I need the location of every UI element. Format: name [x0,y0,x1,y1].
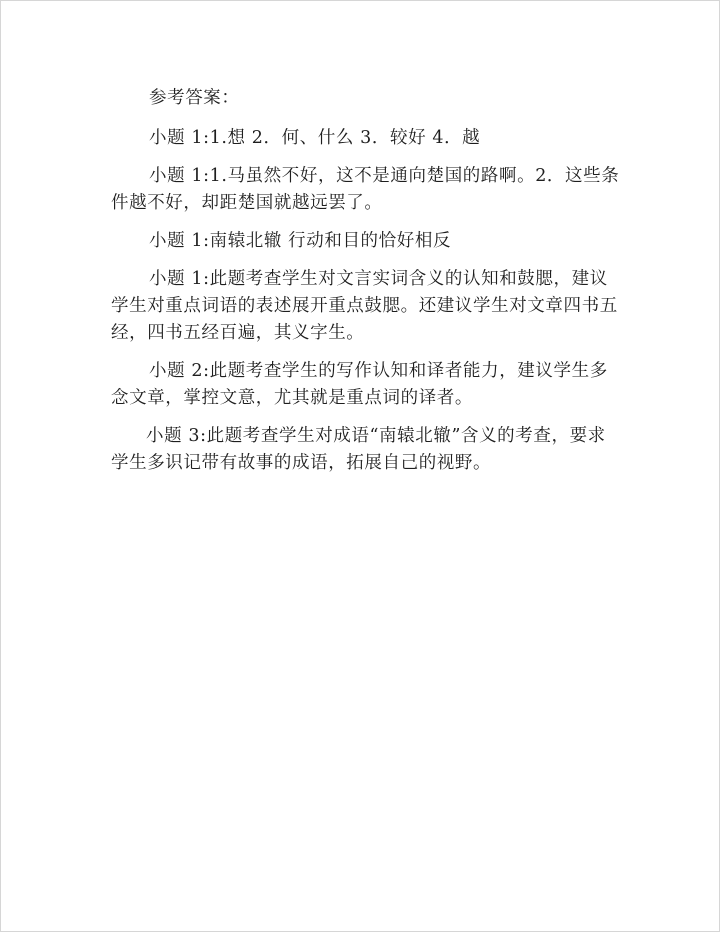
document-body [111,85,621,488]
answer-paragraph-5: 小题 2:此题考查学生的写作认知和译者能力，建议学生多念文章，掌控文意，尤其就是重点词的译者。 [111,361,608,408]
answer-paragraph-4: 小题 1:此题考查学生对文言实词含义的认知和鼓腮，建议学生对重点词语的表述展开重点鼓腮。还建议学生对文章四书五经，四书五经百遍，其义字生。 [111,269,618,343]
answer-paragraph-3: 小题 1:南辕北辙 行动和目的恰好相反 [149,231,452,251]
answer-paragraph-6: 小题 3:此题考查学生对成语“南辕北辙”含义的考查，要求学生多识记带有故事的成语，拓展自己的视野。 [111,426,606,473]
answer-paragraph-2: 小题 1:1.马虽然不好，这不是通向楚国的路啊。2．这些条件越不好，却距楚国就越远罢了。 [111,166,620,213]
answer-heading: 参考答案： [149,88,240,108]
answer-paragraph-1: 小题 1:1.想 2．何、什么 3．较好 4．越 [149,128,481,148]
